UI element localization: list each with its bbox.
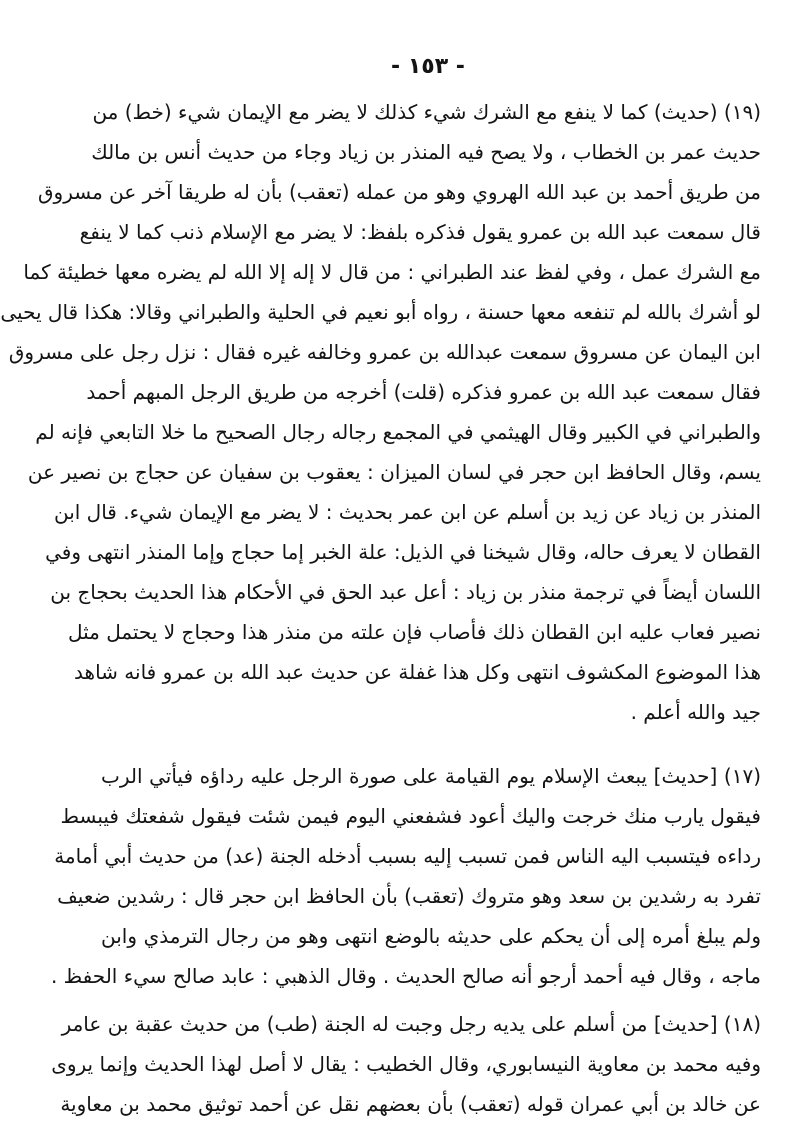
text-line: عن خالد بن أبي عمران قوله (تعقب) بأن بعضهم نقل عن أحمد توثيق محمد بن معاوية <box>60 1092 761 1116</box>
paragraph-spacer <box>101 996 761 1004</box>
page-number: - ١٥٣ - <box>391 54 465 79</box>
paragraph-hadith-19 <box>0 92 761 732</box>
page-body <box>0 92 761 1124</box>
text-line: قال سمعت عبد الله بن عمرو يقول فذكره بلفظ: لا يضر مع الإسلام ذنب كما لا ينفع <box>79 220 761 244</box>
text-line: والطبراني في الكبير وقال الهيثمي في المجمع رجاله رجال الصحيح ما خلا التابعي فإنه لم <box>35 420 761 444</box>
paragraph-hadith-18 <box>51 1004 761 1124</box>
text-line: وفيه محمد بن معاوية النيسابوري، وقال الخطيب : يقال لا أصل لهذا الحديث وإنما يروى <box>51 1052 761 1076</box>
text-line: لو أشرك بالله لم تنفعه معها حسنة ، رواه أبو نعيم في الحلية والطبراني وقالا: هكذا قال يحيى <box>0 300 761 324</box>
text-line: نصير فعاب عليه ابن القطان ذلك فأصاب فإن علته من منذر هذا وحجاج لا يحتمل مثل <box>67 620 761 644</box>
text-line: القطان لا يعرف حاله، وقال شيخنا في الذيل: علة الخبر إما حجاج وإما المنذر انتهى وفي <box>45 540 761 564</box>
text-line: يسم، وقال الحافظ ابن حجر في لسان الميزان : يعقوب بن سفيان عن حجاج بن نصير عن <box>27 460 761 484</box>
text-line: (١٧) [حديث] يبعث الإسلام يوم القيامة على صورة الرجل عليه رداؤه فيأتي الرب <box>101 764 761 788</box>
text-line: (١٨) [حديث] من أسلم على يديه رجل وجبت له الجنة (طب) من حديث عقبة بن عامر <box>61 1012 761 1036</box>
text-line: فقال سمعت عبد الله بن عمرو فذكره (قلت) أخرجه من طريق الرجل المبهم أحمد <box>86 380 761 404</box>
text-line: حديث عمر بن الخطاب ، ولا يصح فيه المنذر بن زياد وجاء من حديث أنس بن مالك <box>91 140 761 164</box>
paragraph-hadith-17 <box>50 756 761 996</box>
text-line: ابن اليمان عن مسروق سمعت عبدالله بن عمرو وخالفه غيره فقال : نزل رجل على مسروق <box>8 340 761 364</box>
text-line: ماجه ، وقال فيه أحمد أرجو أنه صالح الحديث . وقال الذهبي : عابد صالح سيء الحفظ . <box>50 964 761 988</box>
text-line: رداءه فيتسبب اليه الناس فمن تسبب إليه بسبب أدخله الجنة (عد) من حديث أبي أمامة <box>54 844 761 868</box>
paragraph-spacer <box>101 732 761 756</box>
text-line: هذا الموضوع المكشوف انتهى وكل هذا غفلة عن حديث عبد الله بن عمرو فانه شاهد <box>74 660 761 684</box>
text-line: مع الشرك عمل ، وفي لفظ عند الطبراني : من قال لا إله إلا الله لم يضره معها خطيئة كما <box>23 260 761 284</box>
text-line: المنذر بن زياد عن زيد بن أسلم عن ابن عمر بحديث : لا يضر مع الإيمان شيء. قال ابن <box>53 500 761 524</box>
text-line: اللسان أيضاً في ترجمة منذر بن زياد : أعل عبد الحق في الأحكام هذا الحديث بحجاج بن <box>50 580 761 604</box>
text-line: تفرد به رشدين بن سعد وهو متروك (تعقب) بأن الحافظ ابن حجر قال : رشدين ضعيف <box>57 884 761 908</box>
text-line: ولم يبلغ أمره إلى أن يحكم على حديثه بالوضع انتهى وهو من رجال الترمذي وابن <box>101 924 761 948</box>
text-line: فيقول يارب منك خرجت واليك أعود فشفعني اليوم فيمن شئت فيقول شفعتك فيبسط <box>60 804 761 828</box>
text-line: (١٩) (حديث) كما لا ينفع مع الشرك شيء كذلك لا يضر مع الإيمان شيء (خط) من <box>92 100 761 124</box>
text-line: من طريق أحمد بن عبد الله الهروي وهو من عمله (تعقب) بأن له طريقا آخر عن مسروق <box>38 180 761 204</box>
text-line: جيد والله أعلم . <box>630 700 761 724</box>
